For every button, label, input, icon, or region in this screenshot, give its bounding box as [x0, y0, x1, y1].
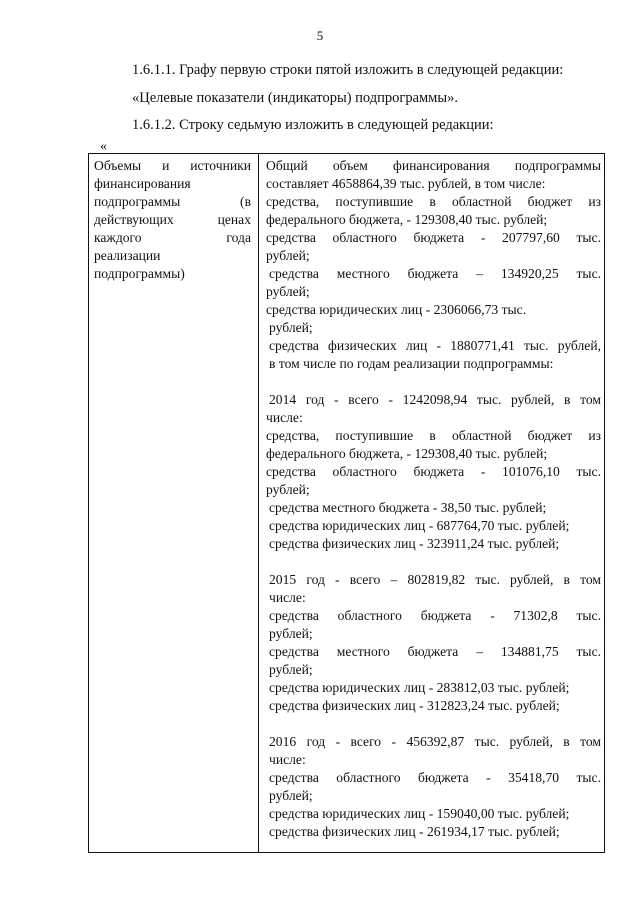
year-2016-line: средства физических лиц - 261934,17 тыс. рублей;	[269, 824, 560, 839]
year-2016-line: средства областного бюджета - 35418,70 тыс.	[269, 770, 601, 785]
row-header-line: действующих ценах	[94, 212, 251, 227]
year-2016-line: рублей;	[269, 788, 313, 803]
row-header-line: реализации	[94, 248, 161, 263]
year-2014-line: средства областного бюджета - 101076,10 тыс.	[266, 464, 601, 479]
year-2014-line: 2014 год - всего - 1242098,94 тыс. рублей, в том	[269, 392, 601, 407]
row-header-line: подпрограммы (в	[94, 194, 251, 209]
year-2015-line: рублей;	[269, 662, 313, 677]
year-2015-line: числе:	[269, 590, 306, 605]
year-2015-line: средства местного бюджета – 134881,75 тыс.	[269, 644, 601, 659]
total-line: Общий объем финансирования подпрограммы	[266, 158, 601, 173]
year-2014-line: рублей;	[266, 482, 310, 497]
row-header-line: финансирования	[94, 176, 191, 191]
year-2014-line: средства физических лиц - 323911,24 тыс. рублей;	[269, 536, 560, 551]
paragraph-1-6-1-2: 1.6.1.2. Строку седьмую изложить в следующей редакции:	[132, 117, 494, 133]
year-2014-line: средства юридических лиц - 687764,70 тыс. рублей;	[269, 518, 570, 533]
total-line: средства местного бюджета – 134920,25 тыс.	[269, 266, 601, 281]
total-line: средства областного бюджета - 207797,60 тыс.	[266, 230, 601, 245]
financing-details-cell	[266, 157, 601, 841]
total-line: составляет 4658864,39 тыс. рублей, в том числе:	[266, 176, 546, 191]
total-line: рублей;	[266, 248, 310, 263]
total-line: средства, поступившие в областной бюджет из	[266, 194, 601, 209]
year-2015-line: средства юридических лиц - 283812,03 тыс. рублей;	[269, 680, 570, 695]
year-2015-line: рублей;	[269, 626, 313, 641]
year-2014-line: федерального бюджета, - 129308,40 тыс. рублей;	[266, 446, 548, 461]
row-header-line: подпрограммы)	[94, 266, 185, 281]
page-number: 5	[316, 28, 324, 43]
paragraph-target-indicators: «Целевые показатели (индикаторы) подпрограммы».	[132, 90, 458, 106]
year-2014-line: средства местного бюджета - 38,50 тыс. рублей;	[269, 500, 547, 515]
year-2015-line: 2015 год - всего – 802819,82 тыс. рублей, в том	[269, 572, 601, 587]
year-2014-line: средства, поступившие в областной бюджет из	[266, 428, 601, 443]
total-line: рублей;	[269, 320, 313, 335]
financing-table	[88, 153, 605, 853]
total-line: средства юридических лиц - 2306066,73 тыс.	[266, 302, 527, 317]
row-header-cell	[94, 157, 251, 283]
year-2016-line: 2016 год - всего - 456392,87 тыс. рублей, в том	[269, 734, 601, 749]
total-line: федерального бюджета, - 129308,40 тыс. рублей;	[266, 212, 548, 227]
year-2016-line: средства юридических лиц - 159040,00 тыс. рублей;	[269, 806, 570, 821]
column-divider	[258, 154, 259, 852]
total-line: в том числе по годам реализации подпрограммы:	[269, 356, 554, 371]
paragraph-1-6-1-1: 1.6.1.1. Графу первую строки пятой изложить в следующей редакции:	[132, 62, 564, 78]
year-2015-line: средства физических лиц - 312823,24 тыс. рублей;	[269, 698, 560, 713]
total-line: рублей;	[266, 284, 310, 299]
opening-quote-mark: «	[100, 139, 107, 154]
row-header-line: Объемы и источники	[94, 158, 251, 173]
total-line: средства физических лиц - 1880771,41 тыс. рублей,	[269, 338, 601, 353]
year-2016-line: числе:	[269, 752, 306, 767]
year-2015-line: средства областного бюджета - 71302,8 тыс.	[269, 608, 601, 623]
row-header-line: каждого года	[94, 230, 251, 245]
year-2014-line: числе:	[266, 410, 303, 425]
